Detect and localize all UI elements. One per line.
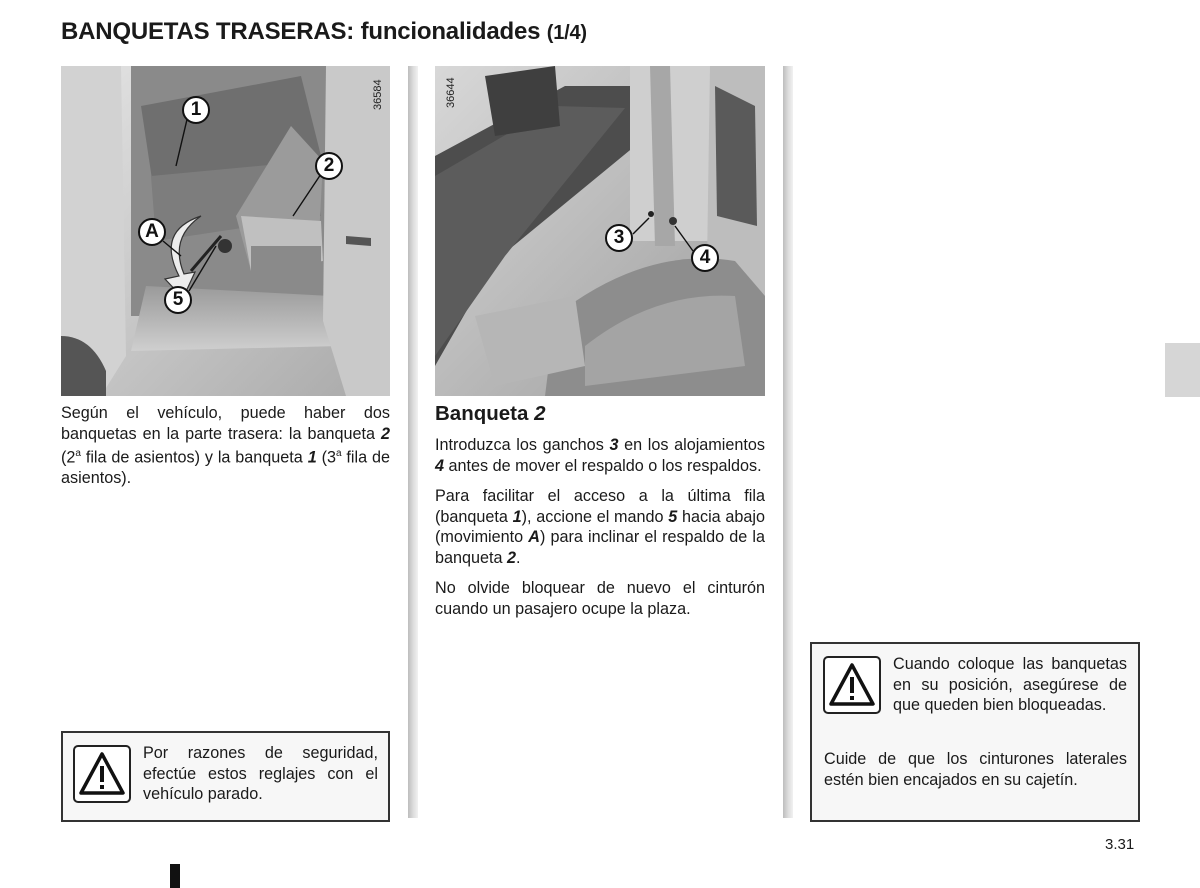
paragraph: Introduzca los ganchos 3 en los alojamientos 4 antes de mover el respaldo o los respaldos.: [435, 436, 765, 475]
warning-triangle-icon: [823, 656, 881, 714]
figure-belt-hooks-drawing: [435, 66, 765, 396]
warning-box-left: [61, 731, 390, 822]
callout-2: 2: [315, 152, 343, 180]
warning-text: Por razones de seguridad, efectúe estos reglajes con el vehículo parado.: [143, 744, 378, 803]
callout-5: 5: [164, 286, 192, 314]
center-body-text: [435, 435, 765, 629]
warning-triangle-icon: [73, 745, 131, 803]
section-heading: Banqueta 2: [435, 402, 546, 425]
page-title: [61, 18, 587, 46]
warning-text: Cuando coloque las banquetas en su posición, asegúrese de que queden bien bloqueadas.: [893, 655, 1127, 714]
paragraph: No olvide bloquear de nuevo el cinturón cuando un pasajero ocupe la plaza.: [435, 579, 765, 618]
figure-code: 36584: [372, 79, 384, 110]
warning-text: Cuide de que los cinturones laterales estén bien encajados en su cajetín.: [824, 750, 1127, 789]
figure-belt-hooks: [435, 66, 765, 396]
page-number: 3.31: [1105, 836, 1135, 853]
column-divider-1: [408, 66, 418, 818]
left-intro-text: [61, 403, 390, 498]
warning-box-right: [810, 642, 1140, 822]
crop-mark: [170, 864, 180, 888]
callout-1: 1: [182, 96, 210, 124]
figure-seat-access-drawing: [61, 66, 390, 396]
figure-code: 36644: [445, 77, 457, 108]
column-divider-2: [783, 66, 793, 818]
page-title-part: (1/4): [546, 22, 587, 44]
paragraph: Según el vehículo, puede haber dos banquetas en la parte trasera: la banqueta 2 (2$^a$ fila de asientos) y la banqueta 1 (3$^a$ fila de asientos).: [61, 404, 390, 487]
figure-seat-access: [61, 66, 390, 396]
callout-3: 3: [605, 224, 633, 252]
callout-A: A: [138, 218, 166, 246]
callout-4: 4: [691, 244, 719, 272]
page-title-main: BANQUETAS TRASERAS: funcionalidades: [61, 18, 541, 45]
chapter-tab: [1165, 343, 1200, 397]
paragraph: Para facilitar el acceso a la última fila (banqueta 1), accione el mando 5 hacia abajo (movimiento A) para inclinar el respaldo de la banqueta 2.: [435, 487, 765, 567]
